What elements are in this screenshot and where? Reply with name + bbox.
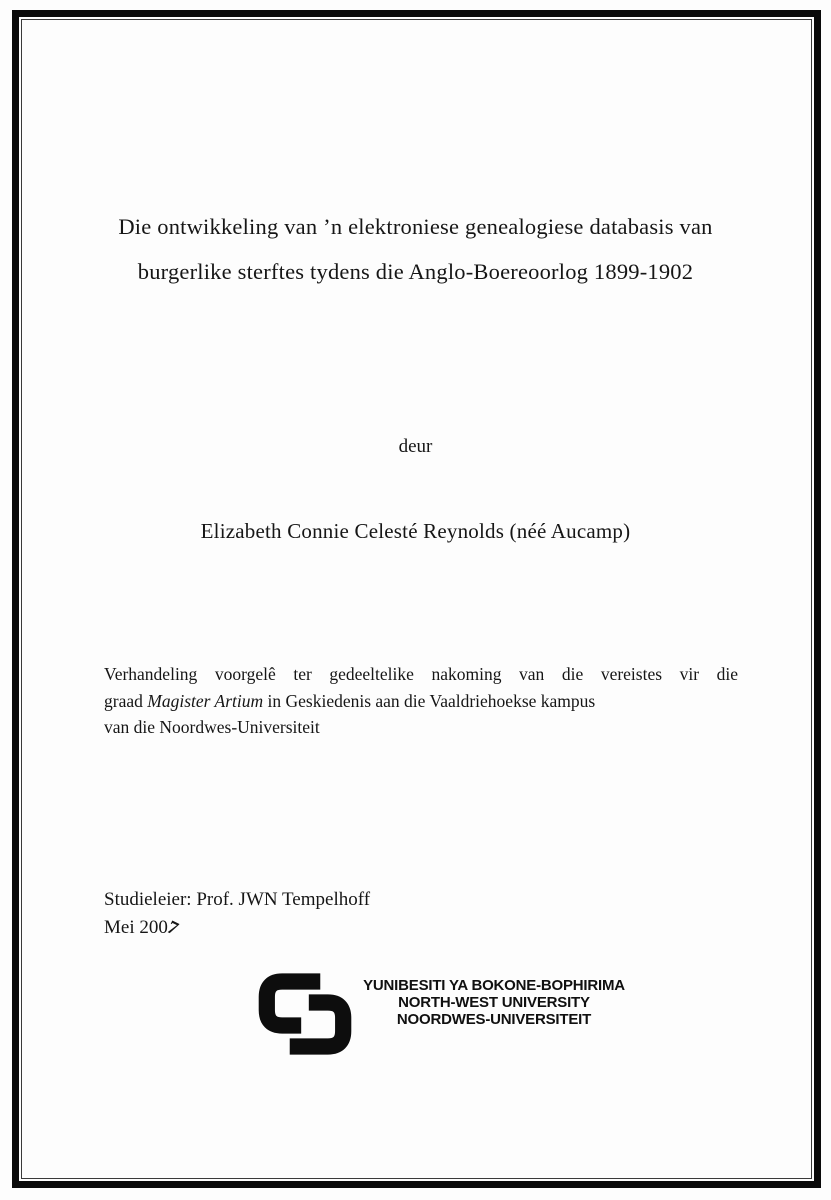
author-name: Elizabeth Connie Celesté Reynolds (néé Aucamp) [200, 519, 631, 543]
logo-text-english: NORTH-WEST UNIVERSITY [398, 994, 590, 1011]
degree-statement-line2-pre: graad [104, 690, 148, 711]
thesis-title-line2: burgerlike sterftes tydens die Anglo-Boereoorlog 1899-1902 [137, 259, 694, 284]
degree-statement-line2 [104, 688, 738, 715]
degree-statement [104, 661, 738, 741]
date-last-digit: 7 [163, 916, 182, 940]
logo-text-setswana: YUNIBESITI YA BOKONE-BOPHIRIMA [363, 977, 625, 994]
date-prefix: Mei 200 [104, 917, 168, 938]
logo-text-afrikaans: NOORDWES-UNIVERSITEIT [396, 1011, 592, 1028]
university-logo [257, 972, 632, 1056]
degree-statement-line1: Verhandeling voorgelê ter gedeeltelike nakoming van die vereistes vir die [104, 664, 738, 684]
byline: deur [398, 436, 433, 457]
university-logo-text [356, 977, 632, 1028]
supervisor-block [104, 886, 370, 942]
degree-statement-line3: van die Noordwes-Universiteit [104, 717, 320, 737]
date-line [104, 914, 370, 942]
supervisor-line: Studieleier: Prof. JWN Tempelhoff [104, 889, 371, 910]
degree-statement-line2-post: in Geskiedenis aan die Vaaldriehoekse kampus [263, 690, 596, 711]
thesis-title-line1: Die ontwikkeling van ’n elektroniese genealogiese databasis van [118, 214, 713, 239]
thesis-title [40, 204, 791, 294]
nwu-logo-mark-icon [257, 972, 353, 1056]
degree-name: Magister Artium [147, 690, 264, 711]
